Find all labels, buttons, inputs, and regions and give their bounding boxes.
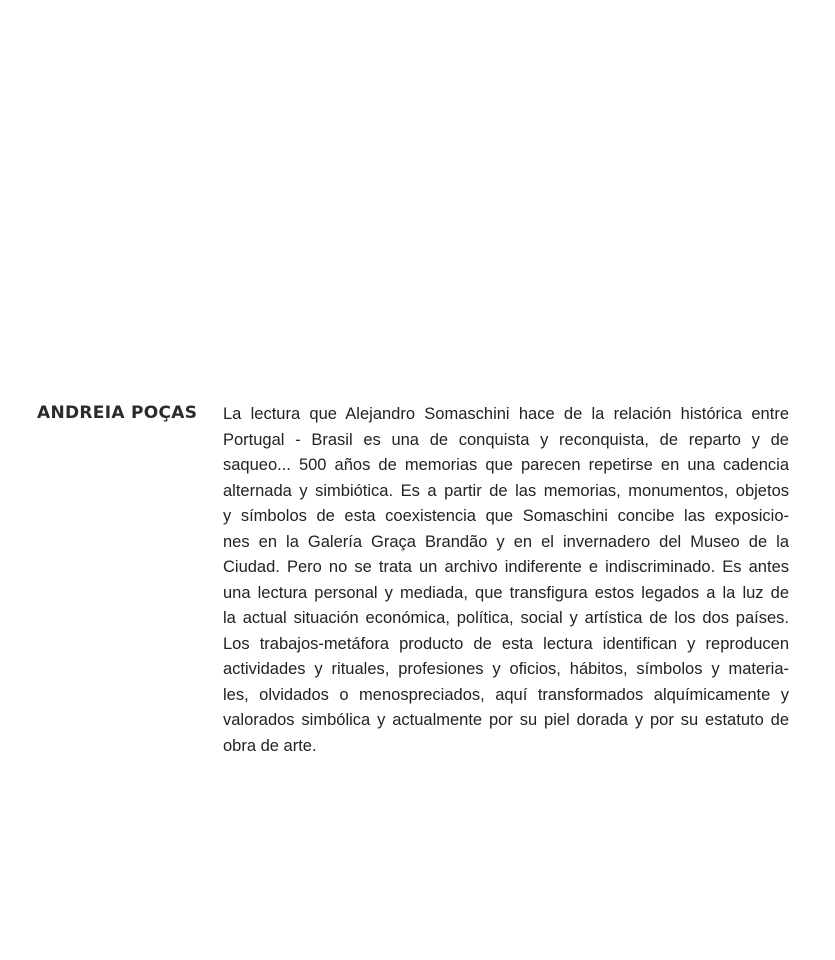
paragraph-line: y símbolos de esta coexistencia que Somaschini concibe las exposicio- [223, 507, 789, 525]
paragraph-line: La lectura que Alejandro Somaschini hace de la relación histórica entre [223, 405, 789, 423]
paragraph-line: alternada y simbiótica. Es a partir de las memorias, monumentos, objetos [223, 481, 789, 500]
paragraph-line: valorados simbólica y actualmente por su piel dorada y por su estatuto de [223, 711, 789, 729]
paragraph-line: una lectura personal y mediada, que transfigura estos legados a la luz de [223, 583, 789, 602]
paragraph-line: les, olvidados o menospreciados, aquí transformados alquímicamente y [223, 685, 789, 704]
paragraph-line: nes en la Galería Graça Brandão y en el invernadero del Museo de la [223, 532, 789, 551]
paragraph-line: obra de arte. [223, 736, 317, 755]
article-paragraph [223, 402, 789, 759]
paragraph-line: Ciudad. Pero no se trata un archivo indiferente e indiscriminado. Es antes [223, 558, 789, 576]
paragraph-line: Portugal - Brasil es una de conquista y reconquista, de reparto y de [223, 430, 789, 449]
paragraph-line: saqueo... 500 años de memorias que parecen repetirse en una cadencia [223, 456, 789, 474]
paragraph-line: Los trabajos-metáfora producto de esta lectura identifican y reproducen [223, 634, 789, 653]
paragraph-line: actividades y rituales, profesiones y oficios, hábitos, símbolos y materia- [223, 660, 789, 678]
paragraph-line: la actual situación económica, política, social y artística de los dos países. [223, 609, 789, 627]
author-name: ANDREIA POÇAS [37, 403, 198, 423]
